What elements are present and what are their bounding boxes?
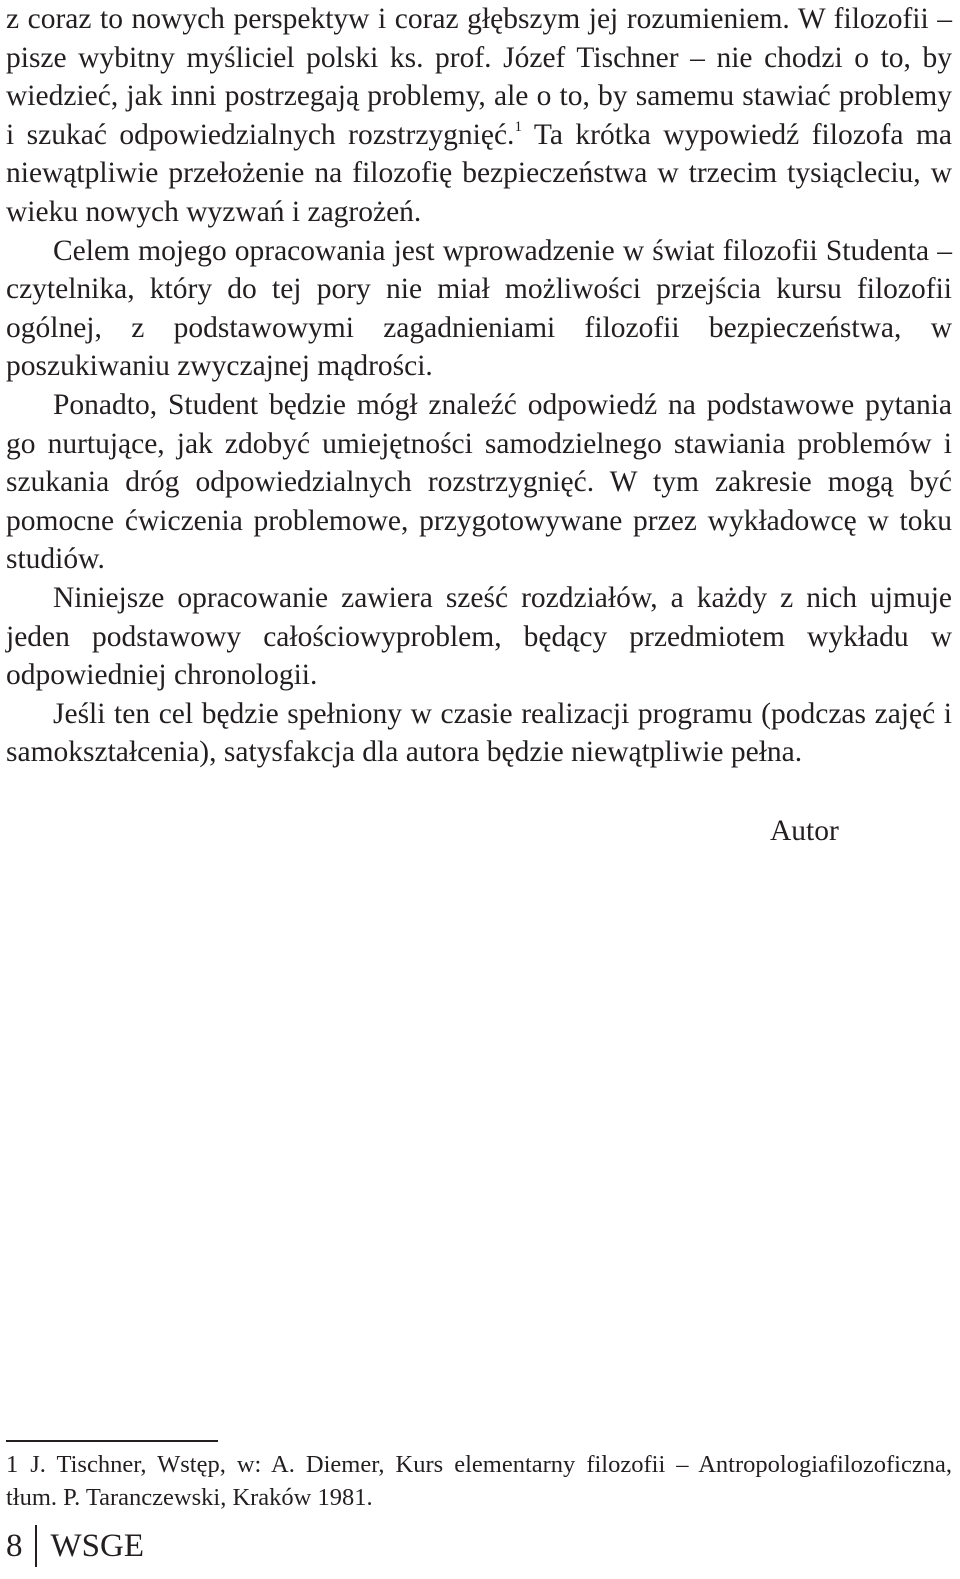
paragraph-4: Niniejsze opracowanie zawiera sześć rozdziałów, a każdy z nich ujmuje jeden podstawowy całościowyproblem, będący przedmiotem wykładu w odpowiedniej chronologii.: [6, 581, 952, 692]
footnote-divider: [6, 1440, 218, 1442]
page-footer: [6, 1524, 144, 1568]
author-signature: Autor: [770, 815, 839, 847]
body-text: [6, 0, 952, 772]
paragraph-2: Celem mojego opracowania jest wprowadzenie w świat filozofii Studenta – czytelnika, który do tej pory nie miał możliwości przejścia kursu filozofii ogólnej, z podstawowymi zagadnieniami filozofii bezpieczeństwa, w poszukiwaniu zwyczajnej mądrości.: [6, 234, 952, 383]
footer-separator: [35, 1525, 37, 1567]
footnote-text: J. Tischner, Wstęp, w: A. Diemer, Kurs elementarny filozofii – Antropologiafilozoficzna, tłum. P. Taranczewski, Kraków 1981.: [6, 1451, 952, 1511]
publisher-name: WSGE: [50, 1528, 144, 1564]
page-number: 8: [6, 1528, 23, 1564]
paragraph-1-text: z coraz to nowych perspektyw i coraz głębszym jej rozumieniem. W filozofii – pisze wybitny myśliciel polski ks. prof. Józef Tischner – nie chodzi o to, by wiedzieć, jak inni postrzegają problemy, ale o to, by samemu stawiać problemy i szukać odpowiedzialnych rozstrzygnięć.: [6, 3, 952, 151]
paragraph-1: [6, 0, 952, 232]
paragraph-3: Ponadto, Student będzie mógł znaleźć odpowiedź na podstawowe pytania go nurtujące, jak zdobyć umiejętności samodzielnego stawiania problemów i szukania dróg odpowiedzialnych rozstrzygnięć. W tym zakresie mogą być pomocne ćwiczenia problemowe, przygotowywane przez wykładowcę w toku studiów.: [6, 388, 952, 576]
paragraph-5: Jeśli ten cel będzie spełniony w czasie realizacji programu (podczas zajęć i samokształcenia), satysfakcja dla autora będzie niewątpliwie pełna.: [6, 697, 952, 769]
footnote: [6, 1448, 952, 1514]
paragraph-1-continuation: Ta krótka wypowiedź filozofa ma niewątpliwie przełożenie na filozofię bezpieczeństwa w trzecim tysiącleciu, w wieku nowych wyzwań i zagrożeń.: [6, 118, 952, 228]
footnote-reference: 1: [514, 118, 522, 135]
footnote-number: 1: [6, 1451, 19, 1478]
